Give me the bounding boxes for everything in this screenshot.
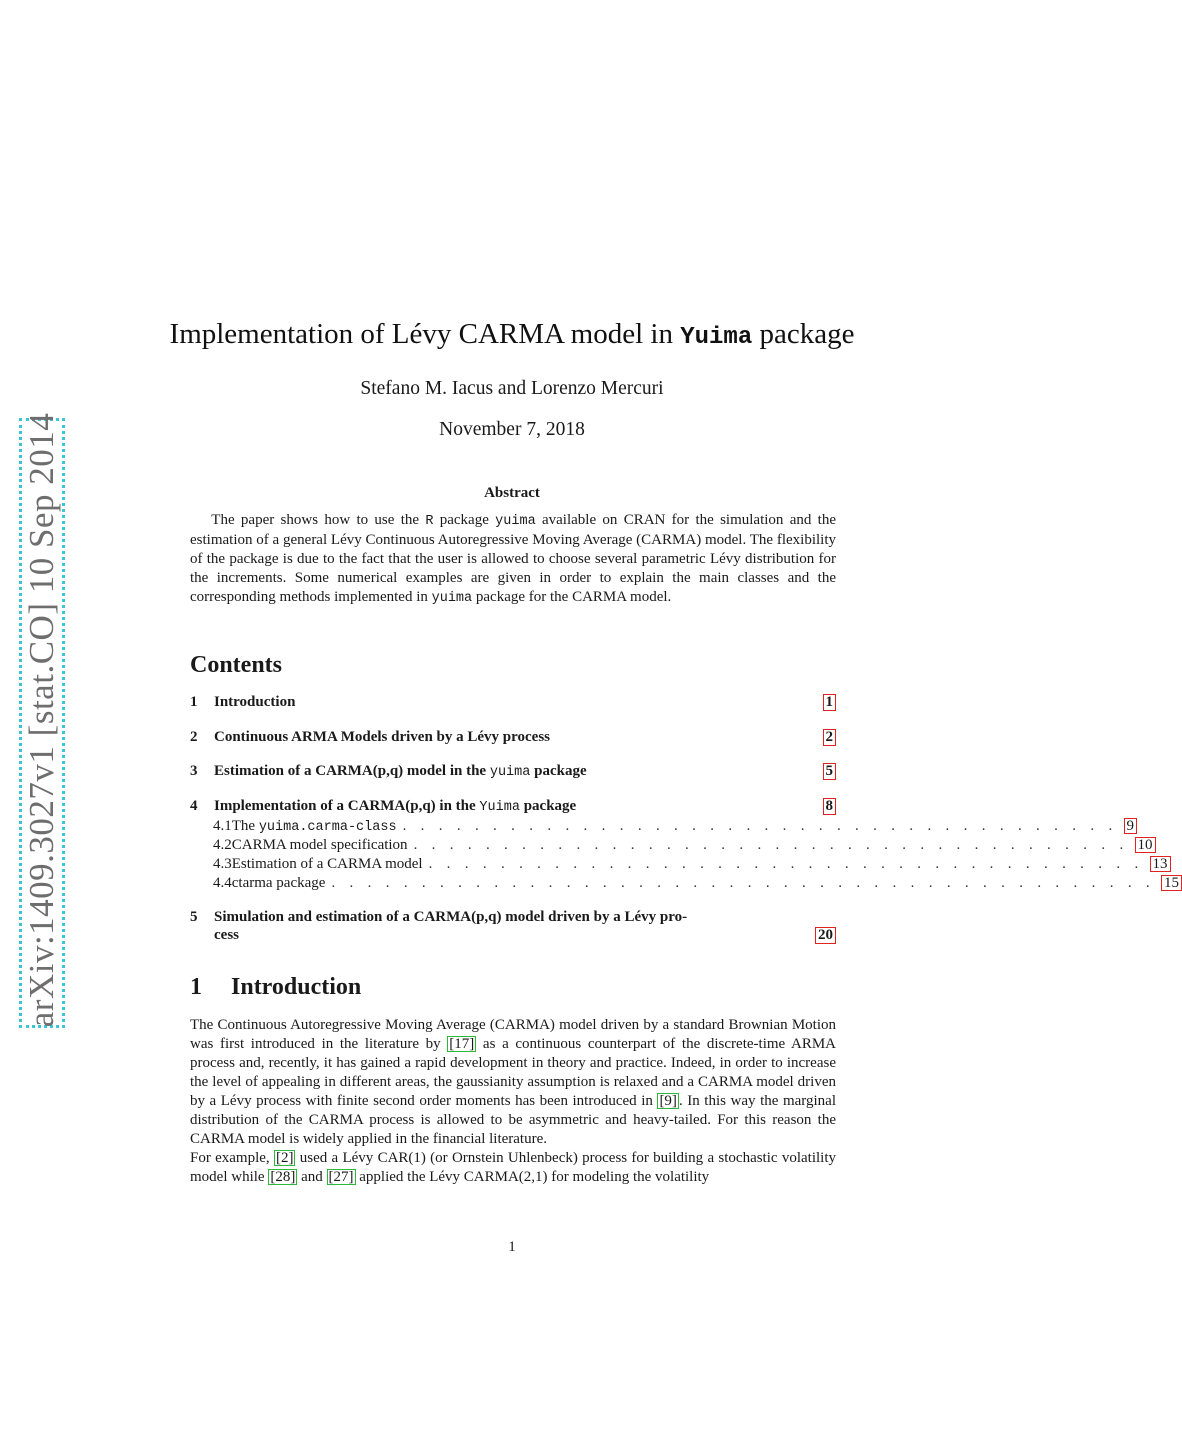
toc-leader: . . . . . . . . . . . . . . . . . . . . . . . . . . . . . . . . . . . . . . . . <box>428 856 1144 872</box>
page-number: 1 <box>508 1239 516 1255</box>
toc-entry-3[interactable]: 3 Estimation of a CARMA(p,q) model in the yuima package 5 <box>190 763 836 780</box>
toc-entry-1[interactable]: 1 Introduction 1 <box>190 694 836 711</box>
toc-page-link[interactable]: 15 <box>1161 875 1182 891</box>
introduction-text: The Continuous Autoregressive Moving Average (CARMA) model driven by a standard Brownian Motion was first introduced in the literature by [17] as a continuous counterpart of the discrete-time ARMA process and, recently, it has gained a rapid development in theory and practice. Indeed, in order to increase the level of appealing in different areas, the gaussianity assumption is relaxed and a CARMA model driven by a Lévy process with finite second order moments has been introduced in [9] . In this way the marginal distribution of the CARMA process is allowed to be asymmetric and heavy-tailed. For this reason the CARMA model is widely applied in the financial literature. For example, [2] used a Lévy CAR(1) (or Ornstein Uhlenbeck) process for building a stochastic volatility model while [28] and [27] applied the Lévy CARMA(2,1) for modeling the volatility <box>190 1017 837 1185</box>
toc-entry-2[interactable]: 2 Continuous ARMA Models driven by a Lévy process 2 <box>190 729 836 746</box>
toc-page-link[interactable]: 13 <box>1150 856 1171 872</box>
citation-link[interactable]: [27] <box>328 1169 354 1185</box>
arxiv-identifier[interactable]: arXiv:1409.3027v1 [stat.CO] 10 Sep 2014 <box>22 412 61 1028</box>
toc-page-link[interactable]: 8 <box>823 798 837 815</box>
citation-link[interactable]: [2] <box>275 1150 294 1166</box>
contents-heading: Contents <box>190 652 283 678</box>
abstract-heading: Abstract <box>484 485 540 501</box>
citation-link[interactable]: [17] <box>449 1036 475 1052</box>
toc-entry-4-2[interactable]: 4.2 CARMA model specification . . . . . . . . . . . . . . . . . . . . . . . . . . . . . . . . . . . . . . . . 10 <box>190 837 836 854</box>
authors: Stefano M. Iacus and Lorenzo Mercuri <box>360 378 664 399</box>
toc-entry-4-1[interactable]: 4.1 The yuima.carma-class . . . . . . . . . . . . . . . . . . . . . . . . . . . . . . . . . . . . . . . . 9 <box>190 818 836 835</box>
toc-page-link[interactable]: 1 <box>823 694 837 711</box>
date: November 7, 2018 <box>439 419 585 440</box>
toc-page-link[interactable]: 9 <box>1124 818 1138 834</box>
section-heading: 1 Introduction <box>190 974 362 1000</box>
paper-title: Implementation of Lévy CARMA model in Yuima package <box>169 318 855 351</box>
toc-leader: . . . . . . . . . . . . . . . . . . . . . . . . . . . . . . . . . . . . . . . . <box>402 818 1118 834</box>
toc-leader: . . . . . . . . . . . . . . . . . . . . . . . . . . . . . . . . . . . . . . . . <box>413 837 1129 853</box>
abstract-body: The paper shows how to use the R package yuima available on CRAN for the simulation and the estimation of a general Lévy Continuous Autoregressive Moving Average (CARMA) model. The flexibility of the package is due to the fact that the user is allowed to choose several parametric Lévy distribution for the increments. Some numerical examples are given in order to explain the main classes and the corresponding methods implemented in yuima package for the CARMA model. <box>190 512 836 606</box>
toc-entry-4-3[interactable]: 4.3 Estimation of a CARMA model . . . . . . . . . . . . . . . . . . . . . . . . . . . . . . . . . . . . . . . . 13 <box>190 856 836 873</box>
citation-link[interactable]: [28] <box>270 1169 296 1185</box>
toc-page-link[interactable]: 10 <box>1135 837 1156 853</box>
toc-page-link[interactable]: 5 <box>823 763 837 780</box>
toc-entry-4[interactable]: 4 Implementation of a CARMA(p,q) in the Yuima package 8 <box>190 798 836 815</box>
toc-entry-5[interactable]: 5 Simulation and estimation of a CARMA(p,q) model driven by a Lévy pro- cess 20 <box>190 909 836 944</box>
toc-leader: . . . . . . . . . . . . . . . . . . . . . . . . . . . . . . . . . . . . . . . . . . . . . . <box>331 875 1155 891</box>
toc-page-link[interactable]: 2 <box>823 729 837 746</box>
toc-entry-4-4[interactable]: 4.4 ctarma package . . . . . . . . . . . . . . . . . . . . . . . . . . . . . . . . . . . . . . . . . . . . . . 15 <box>190 875 836 892</box>
toc-page-link[interactable]: 20 <box>815 927 836 944</box>
citation-link[interactable]: [9] <box>659 1093 677 1109</box>
